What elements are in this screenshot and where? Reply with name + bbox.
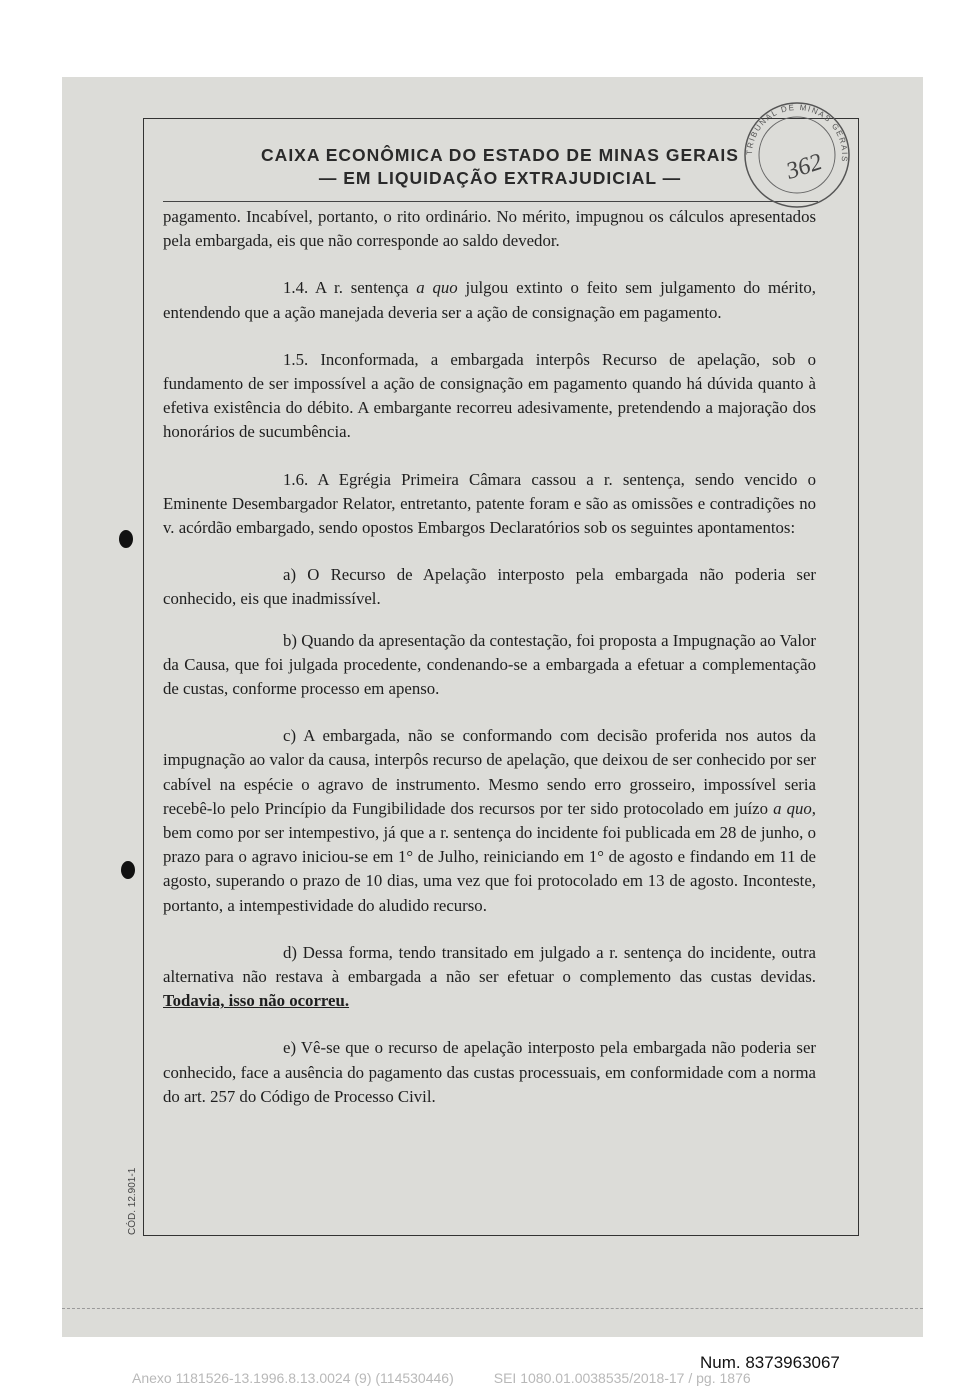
paragraph-item-b: b) Quando da apresentação da contestação, foi proposta a Impugnação ao Valor da Causa, que foi julgada procedente, condenando-se a embargada a efetuar a complementação de custas, conforme processo em apenso. [163,630,816,699]
paragraph-item-c: c) A embargada, não se conformando com decisão proferida nos autos da impugnação ao valor da causa, interpôs recurso de apelação, que deixou de ser conhecido por ser cabível na espécie o agravo de instrumento. Mesmo sendo erro grosseiro, impossível seria recebê-lo pelo Princípio da Fungibilidade dos recursos por ter sido protocolado em juízo a quo, bem como por ser intempestivo, já que a r. sentença do incidente foi publicada em 28 de junho, o prazo para o agravo iniciou-se em 1° de Julho, reiniciando em 1° de agosto e findando em 11 de agosto, superando o prazo de 10 dias, uma vez que foi protocolado em 13 de agosto. Inconteste, portanto, a intempestividade do aludido recurso. [163,726,816,915]
footer-sei: SEI 1080.01.0038535/2018-17 / pg. 1876 [493,1370,751,1386]
punch-hole-top [119,530,133,548]
paragraph-item-e: e) Vê-se que o recurso de apelação interposto pela embargada não poderia ser conhecido, face a ausência do pagamento das custas processuais, em conformidade com a norma do art. 257 do Código de Processo Civil. [163,1038,816,1106]
perforation-line [62,1308,923,1309]
handwritten-page-number: 362 [783,149,826,185]
letterhead-subtitle: — EM LIQUIDAÇÃO EXTRAJUDICIAL — [318,168,682,188]
footer-watermark [132,1370,751,1386]
letterhead-divider [163,201,818,202]
paragraph-continuation: pagamento. Incabível, portanto, o rito ordinário. No mérito, impugnou os cálculos apresentados pela embargada, eis que não corresponde ao saldo devedor. [163,207,816,251]
emphasis-underline: Todavia, isso não ocorreu. [163,991,350,1011]
paragraph-item-a: a) O Recurso de Apelação interposto pela embargada não poderia ser conhecido, eis que inadmissível. [163,565,816,609]
footer-annex: Anexo 1181526-13.1996.8.13.0024 (9) (114530446) [132,1370,454,1386]
court-seal-stamp [738,96,856,214]
paragraph-1-4: 1.4. A r. sentença a quo julgou extinto o feito sem julgamento do mérito, entendendo que a ação manejada deveria ser a ação de consignação em pagamento. [163,278,816,322]
svg-text:TRIBUNAL DE MINAS GERAIS [745,103,849,163]
document-body [163,205,816,1109]
paragraph-1-5: 1.5. Inconformada, a embargada interpôs Recurso de apelação, sob o fundamento de ser impossível a ação de consignação em pagamento quando há dúvida quanto à efetiva existência do débito. A embargante recorreu adesivamente, pretendendo a majoração dos honorários de sucumbência. [163,349,816,442]
paragraph-1-6: 1.6. A Egrégia Primeira Câmara cassou a r. sentença, sendo vencido o Eminente Desembargador Relator, entretanto, patente foram e são as omissões e contradições no v. acórdão embargado, sendo opostos Embargos Declaratórios sob os seguintes apontamentos: [163,469,816,538]
form-code: CÓD. 12.901-1 [127,1167,138,1235]
document-number: Num. 8373963067 [700,1353,840,1372]
seal-ring-text: TRIBUNAL DE MINAS GERAIS [744,102,850,164]
letterhead [200,144,800,190]
paragraph-item-d: d) Dessa forma, tendo transitado em julgado a r. sentença do incidente, outra alternativa não restava à embargada a não ser efetuar o complemento das custas devidas. Todavia, isso não ocorreu. [163,942,816,1011]
punch-hole-bottom [121,861,135,879]
letterhead-title: CAIXA ECONÔMICA DO ESTADO DE MINAS GERAIS [261,145,739,165]
